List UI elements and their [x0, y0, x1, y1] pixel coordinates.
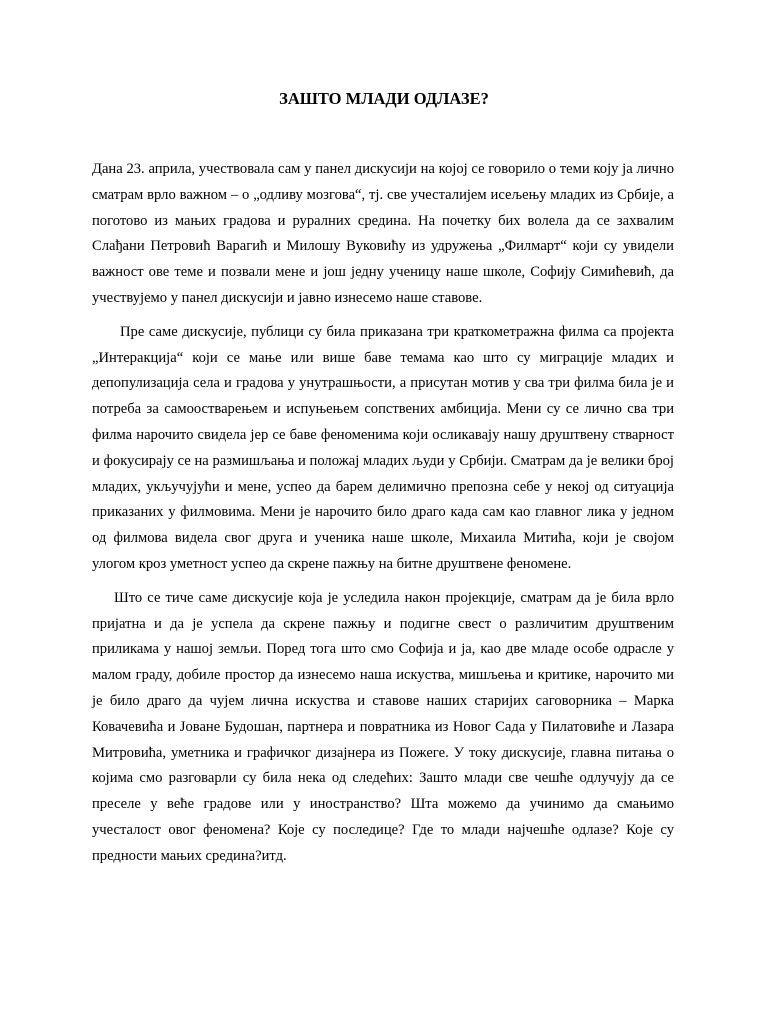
paragraph-films: Пре саме дискусије, публици су била приказана три краткометражна филма са пројекта „Интеракција“ који се мање или више баве темама као што су миграције младих и депопулизација села и градова у унутрашњости, а присутан мотив у сва три филма била је и потреба за самоостварењем и испуњењем сопствених амбиција. Мени су се лично сва три филма нарочито свидела јер се баве феноменима који осликавају нашу друштвену стварност и фокусирају се на размишљања и положај младих људи у Србији. Сматрам да је велики број младих, укључујући и мене, успео да барем делимично препозна себе у некој од ситуација приказаних у филмовима. Мени је нарочито било драго када сам као главног лика у једном од филмова видела свог друга и ученика наше школе, Михаила Митића, који је својом улогом кроз уметност успео да скрене пажњу на битне друштвене феномене.	[92, 323, 674, 572]
document-body	[92, 157, 674, 870]
paragraph-discussion: Што се тиче саме дискусије која је уследила након пројекције, сматрам да је била врло пријатна и да је успела да скрене пажњу и подигне свест о различитим друштвеним приликама у нашој земљи. Поред тога што смо Софија и ја, као две младе особе одрасле у малом граду, добиле простор да изнесемо наша искуства, мишљења и критике, нарочито ми је било драго да чујем лична искуства и ставове наших старијих саговорника – Марка Ковачевића и Јоване Будошан, партнера и повратника из Новог Сада у Пилатовиће и Лазара Митровића, уметника и графичког дизајнера из Пожеге. У току дискусије, главна питања о којима смо разговарли су била нека од следећих: Зашто млади све чешће одлучују да се преселе у веће градове или у иностранство? Шта можемо да учинимо да смањимо учесталост овог феномена? Које су последице? Где то млади најчешће одлазе? Које су предности мањих средина?итд.	[92, 589, 674, 864]
document-title: ЗАШТО МЛАДИ ОДЛАЗЕ?	[279, 89, 489, 108]
paragraph-intro: Дана 23. априла, учествовала сам у панел дискусији на којој се говорило о теми коју ја лично сматрам врло важном – о „одливу мозгова“, тј. све учесталијем исељењу младих из Србије, а поготово из мањих градова и руралних средина. На почетку бих волела да се захвалим Слађани Петровић Варагић и Милошу Вуковићу из удружења „Филмарт“ који су увидели важност ове теме и позвали мене и још једну ученицу наше школе, Софију Симићевић, да учествујемо у панел дискусији и јавно изнесемо наше ставове.	[92, 161, 674, 306]
